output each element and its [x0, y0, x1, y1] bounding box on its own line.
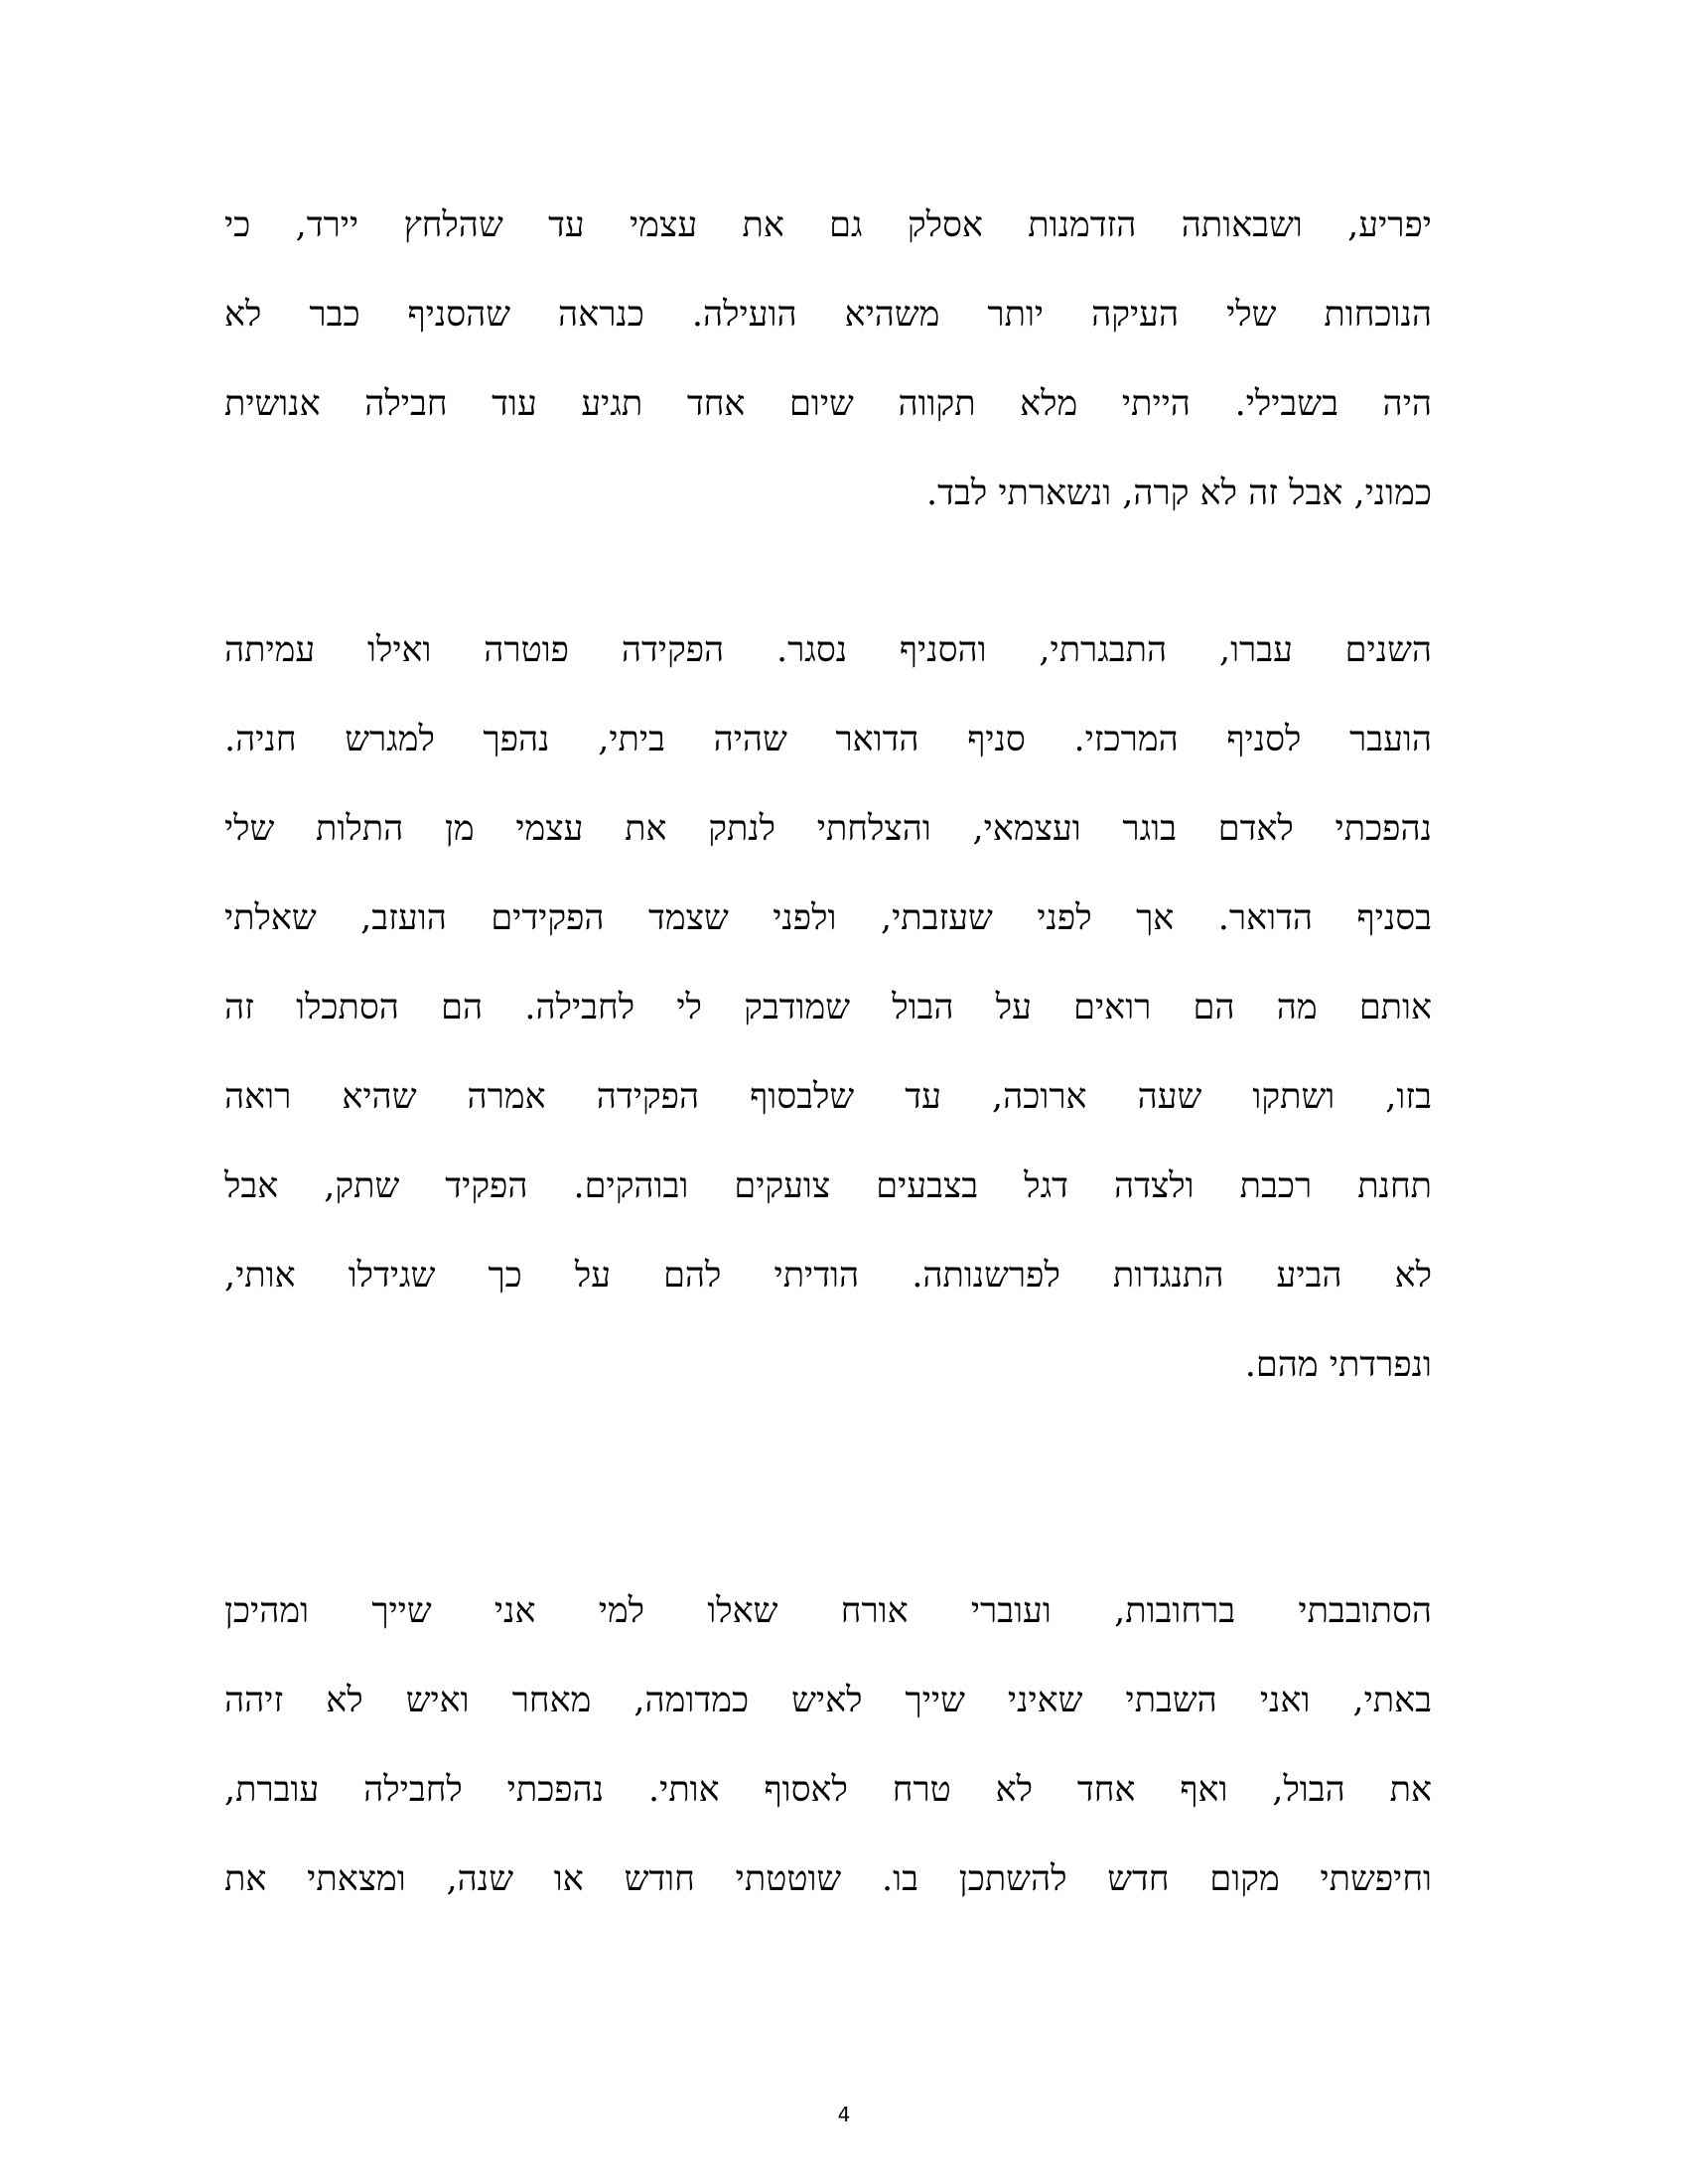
paragraph	[224, 181, 1432, 538]
text-line: תחנת רכבת ולצדה דגל בצבעים צועקים ובוהקים. הפקיד שתק, אבל	[224, 1166, 1432, 1206]
text-line: בזו, ושתקו שעה ארוכה, עד שלבסוף הפקידה אמרה שהיא רואה	[224, 1077, 1432, 1117]
page-number: 4	[837, 2103, 851, 2126]
text-line: נהפכתי לאדם בוגר ועצמאי, והצלחתי לנתק את עצמי מן התלות שלי	[224, 809, 1432, 849]
text-line: באתי, ואני השבתי שאיני שייך לאיש כמדומה, מאחר ואיש לא זיהה	[224, 1681, 1432, 1720]
paragraph	[224, 1567, 1432, 1924]
text-line: השנים עברו, התבגרתי, והסניף נסגר. הפקידה פוטרה ואילו עמיתה	[224, 630, 1432, 670]
text-line: את הבול, ואף אחד לא טרח לאסוף אותי. נהפכתי לחבילה עוברת,	[224, 1770, 1432, 1810]
text-line: יפריע, ושבאותה הזדמנות אסלק גם את עצמי עד שהלחץ יירד, כי	[224, 205, 1432, 245]
text-line: היה בשבילי. הייתי מלא תקווה שיום אחד תגיע עוד חבילה אנושית	[224, 384, 1432, 424]
paragraph	[224, 606, 1432, 1410]
text-line: וחיפשתי מקום חדש להשתכן בו. שוטטתי חודש או שנה, ומצאתי את	[224, 1859, 1432, 1899]
text-line: בסניף הדואר. אך לפני שעזבתי, ולפני שצמד הפקידים הועזב, שאלתי	[224, 898, 1432, 938]
text-line: הועבר לסניף המרכזי. סניף הדואר שהיה ביתי, נהפך למגרש חניה.	[224, 720, 1432, 759]
text-line: לא הביע התנגדות לפרשנותה. הודיתי להם על כך שגידלו אותי,	[224, 1256, 1432, 1296]
text-line: אותם מה הם רואים על הבול שמודבק לי לחבילה. הם הסתכלו זה	[224, 988, 1432, 1027]
text-line: ונפרדתי מהם.	[1244, 1345, 1432, 1385]
text-line: כמוני, אבל זה לא קרה, ונשארתי לבד.	[926, 474, 1432, 513]
text-line: הנוכחות שלי העיקה יותר משהיא הועילה. כנראה שהסניף כבר לא	[224, 295, 1432, 335]
text-line: הסתובבתי ברחובות, ועוברי אורח שאלו למי אני שייך ומהיכן	[224, 1591, 1432, 1631]
